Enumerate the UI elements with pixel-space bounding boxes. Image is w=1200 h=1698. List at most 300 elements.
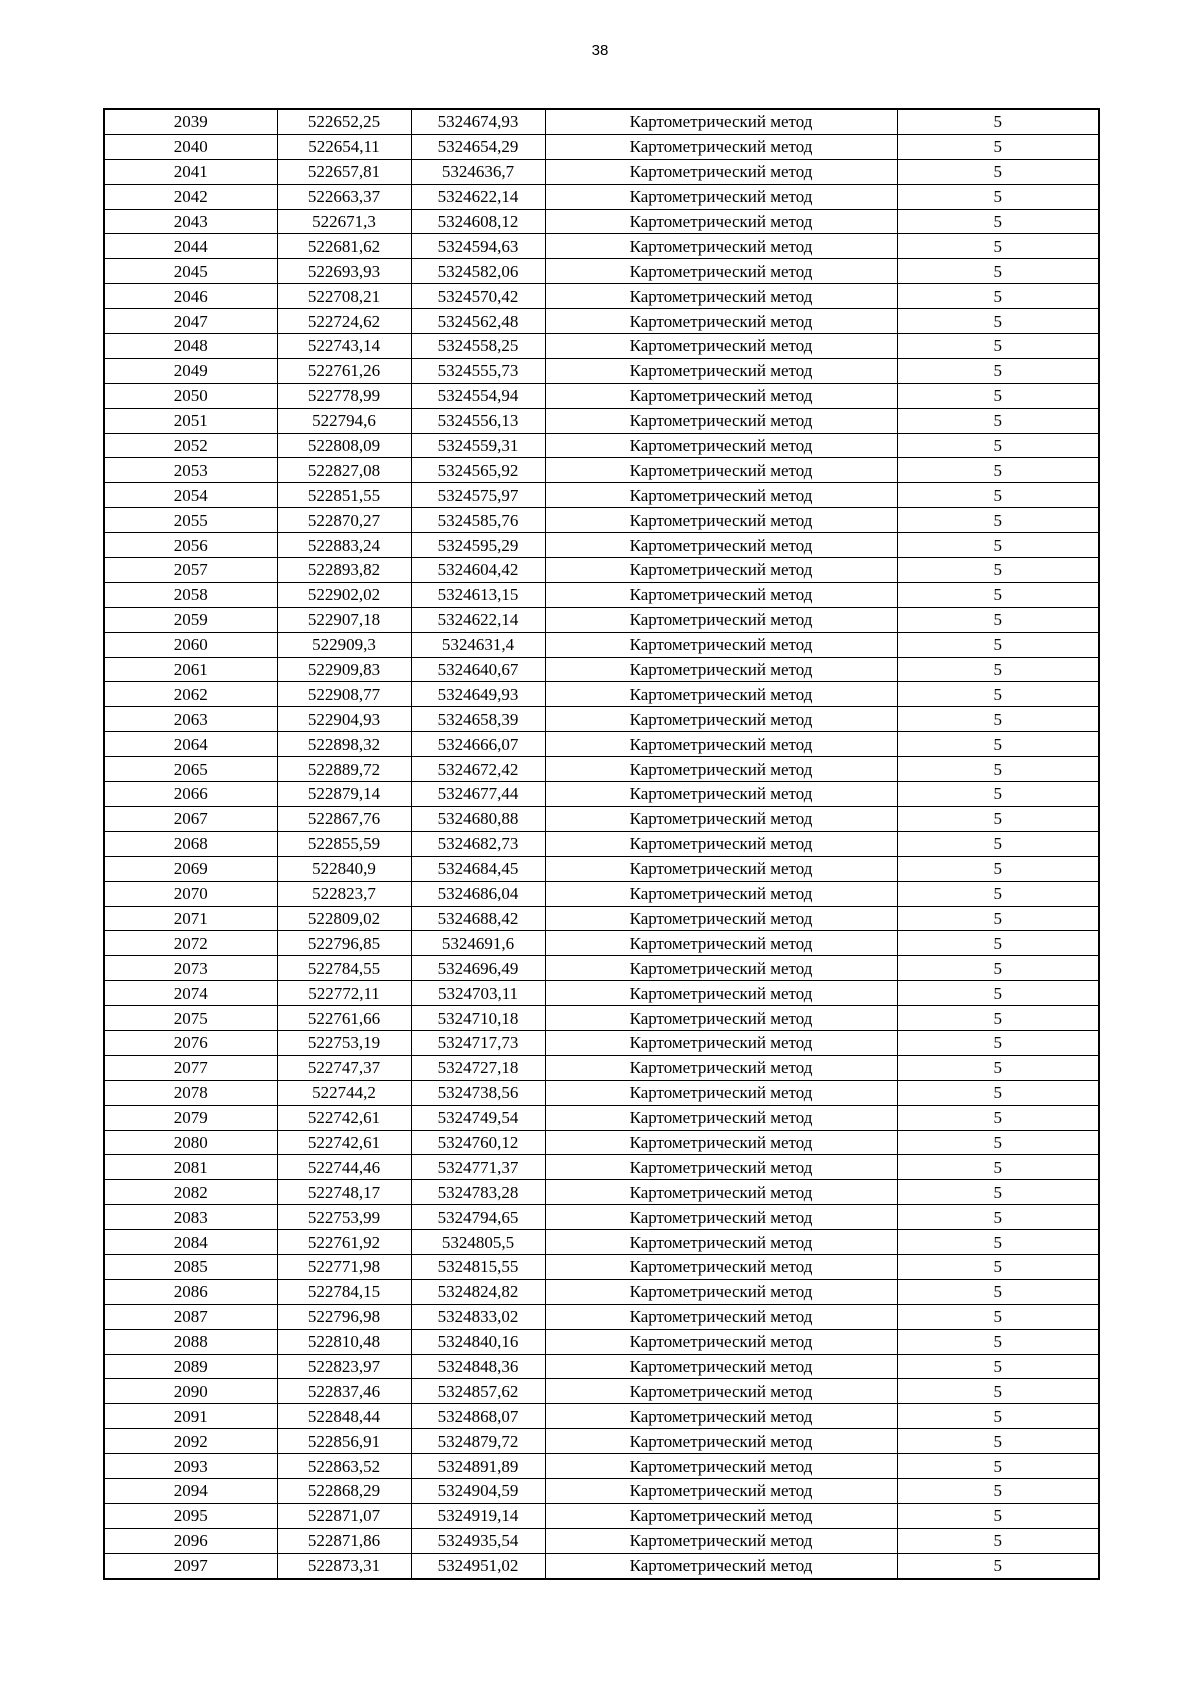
precision-cell: 5 xyxy=(897,607,1099,632)
table-row xyxy=(104,284,1099,309)
point-number-cell: 2040 xyxy=(104,134,277,159)
method-cell: Картометрический метод xyxy=(545,757,897,782)
x-coordinate-cell: 522747,37 xyxy=(277,1055,411,1080)
table-row xyxy=(104,259,1099,284)
x-coordinate-cell: 522796,98 xyxy=(277,1304,411,1329)
point-number-cell: 2050 xyxy=(104,383,277,408)
y-coordinate-cell: 5324703,11 xyxy=(411,981,545,1006)
method-cell: Картометрический метод xyxy=(545,159,897,184)
method-cell: Картометрический метод xyxy=(545,806,897,831)
x-coordinate-cell: 522748,17 xyxy=(277,1180,411,1205)
precision-cell: 5 xyxy=(897,732,1099,757)
method-cell: Картометрический метод xyxy=(545,1553,897,1578)
precision-cell: 5 xyxy=(897,582,1099,607)
precision-cell: 5 xyxy=(897,408,1099,433)
method-cell: Картометрический метод xyxy=(545,134,897,159)
method-cell: Картометрический метод xyxy=(545,1503,897,1528)
table-row xyxy=(104,334,1099,359)
precision-cell: 5 xyxy=(897,1354,1099,1379)
table-row xyxy=(104,1105,1099,1130)
point-number-cell: 2061 xyxy=(104,657,277,682)
y-coordinate-cell: 5324682,73 xyxy=(411,831,545,856)
point-number-cell: 2095 xyxy=(104,1503,277,1528)
point-number-cell: 2049 xyxy=(104,358,277,383)
x-coordinate-cell: 522663,37 xyxy=(277,184,411,209)
precision-cell: 5 xyxy=(897,1429,1099,1454)
point-number-cell: 2072 xyxy=(104,931,277,956)
method-cell: Картометрический метод xyxy=(545,607,897,632)
table-row xyxy=(104,309,1099,334)
table-row xyxy=(104,657,1099,682)
y-coordinate-cell: 5324848,36 xyxy=(411,1354,545,1379)
table-row xyxy=(104,1478,1099,1503)
x-coordinate-cell: 522851,55 xyxy=(277,483,411,508)
table-row xyxy=(104,533,1099,558)
method-cell: Картометрический метод xyxy=(545,1030,897,1055)
table-row xyxy=(104,1180,1099,1205)
method-cell: Картометрический метод xyxy=(545,732,897,757)
method-cell: Картометрический метод xyxy=(545,881,897,906)
table-row xyxy=(104,1080,1099,1105)
precision-cell: 5 xyxy=(897,906,1099,931)
method-cell: Картометрический метод xyxy=(545,558,897,583)
precision-cell: 5 xyxy=(897,1279,1099,1304)
point-number-cell: 2041 xyxy=(104,159,277,184)
table-row xyxy=(104,1429,1099,1454)
x-coordinate-cell: 522809,02 xyxy=(277,906,411,931)
x-coordinate-cell: 522848,44 xyxy=(277,1404,411,1429)
point-number-cell: 2063 xyxy=(104,707,277,732)
precision-cell: 5 xyxy=(897,856,1099,881)
method-cell: Картометрический метод xyxy=(545,1304,897,1329)
x-coordinate-cell: 522784,15 xyxy=(277,1279,411,1304)
method-cell: Картометрический метод xyxy=(545,582,897,607)
precision-cell: 5 xyxy=(897,234,1099,259)
y-coordinate-cell: 5324688,42 xyxy=(411,906,545,931)
precision-cell: 5 xyxy=(897,1404,1099,1429)
x-coordinate-cell: 522753,19 xyxy=(277,1030,411,1055)
method-cell: Картометрический метод xyxy=(545,657,897,682)
precision-cell: 5 xyxy=(897,1454,1099,1479)
precision-cell: 5 xyxy=(897,1528,1099,1553)
x-coordinate-cell: 522657,81 xyxy=(277,159,411,184)
table-row xyxy=(104,1354,1099,1379)
precision-cell: 5 xyxy=(897,1503,1099,1528)
precision-cell: 5 xyxy=(897,334,1099,359)
table-row xyxy=(104,1254,1099,1279)
y-coordinate-cell: 5324595,29 xyxy=(411,533,545,558)
y-coordinate-cell: 5324891,89 xyxy=(411,1454,545,1479)
table-row xyxy=(104,1230,1099,1255)
table-row xyxy=(104,632,1099,657)
y-coordinate-cell: 5324783,28 xyxy=(411,1180,545,1205)
method-cell: Картометрический метод xyxy=(545,1404,897,1429)
y-coordinate-cell: 5324666,07 xyxy=(411,732,545,757)
y-coordinate-cell: 5324556,13 xyxy=(411,408,545,433)
point-number-cell: 2068 xyxy=(104,831,277,856)
table-row xyxy=(104,1006,1099,1031)
y-coordinate-cell: 5324559,31 xyxy=(411,433,545,458)
x-coordinate-cell: 522907,18 xyxy=(277,607,411,632)
y-coordinate-cell: 5324658,39 xyxy=(411,707,545,732)
y-coordinate-cell: 5324919,14 xyxy=(411,1503,545,1528)
x-coordinate-cell: 522883,24 xyxy=(277,533,411,558)
x-coordinate-cell: 522724,62 xyxy=(277,309,411,334)
x-coordinate-cell: 522778,99 xyxy=(277,383,411,408)
precision-cell: 5 xyxy=(897,806,1099,831)
point-number-cell: 2064 xyxy=(104,732,277,757)
table-row xyxy=(104,1329,1099,1354)
y-coordinate-cell: 5324684,45 xyxy=(411,856,545,881)
x-coordinate-cell: 522796,85 xyxy=(277,931,411,956)
x-coordinate-cell: 522794,6 xyxy=(277,408,411,433)
precision-cell: 5 xyxy=(897,383,1099,408)
x-coordinate-cell: 522742,61 xyxy=(277,1105,411,1130)
method-cell: Картометрический метод xyxy=(545,1130,897,1155)
table-row xyxy=(104,458,1099,483)
point-number-cell: 2096 xyxy=(104,1528,277,1553)
precision-cell: 5 xyxy=(897,782,1099,807)
x-coordinate-cell: 522856,91 xyxy=(277,1429,411,1454)
point-number-cell: 2062 xyxy=(104,682,277,707)
table-row xyxy=(104,1404,1099,1429)
precision-cell: 5 xyxy=(897,1478,1099,1503)
method-cell: Картометрический метод xyxy=(545,956,897,981)
x-coordinate-cell: 522744,46 xyxy=(277,1155,411,1180)
y-coordinate-cell: 5324680,88 xyxy=(411,806,545,831)
y-coordinate-cell: 5324727,18 xyxy=(411,1055,545,1080)
x-coordinate-cell: 522671,3 xyxy=(277,209,411,234)
y-coordinate-cell: 5324749,54 xyxy=(411,1105,545,1130)
precision-cell: 5 xyxy=(897,109,1099,134)
x-coordinate-cell: 522898,32 xyxy=(277,732,411,757)
y-coordinate-cell: 5324710,18 xyxy=(411,1006,545,1031)
point-number-cell: 2044 xyxy=(104,234,277,259)
precision-cell: 5 xyxy=(897,1254,1099,1279)
y-coordinate-cell: 5324585,76 xyxy=(411,508,545,533)
point-number-cell: 2058 xyxy=(104,582,277,607)
table-row xyxy=(104,1279,1099,1304)
precision-cell: 5 xyxy=(897,1205,1099,1230)
y-coordinate-cell: 5324674,93 xyxy=(411,109,545,134)
point-number-cell: 2076 xyxy=(104,1030,277,1055)
table-row xyxy=(104,956,1099,981)
method-cell: Картометрический метод xyxy=(545,1055,897,1080)
precision-cell: 5 xyxy=(897,309,1099,334)
table-row xyxy=(104,682,1099,707)
x-coordinate-cell: 522771,98 xyxy=(277,1254,411,1279)
table-row xyxy=(104,856,1099,881)
method-cell: Картометрический метод xyxy=(545,1429,897,1454)
y-coordinate-cell: 5324824,82 xyxy=(411,1279,545,1304)
precision-cell: 5 xyxy=(897,956,1099,981)
point-number-cell: 2051 xyxy=(104,408,277,433)
y-coordinate-cell: 5324622,14 xyxy=(411,607,545,632)
table-row xyxy=(104,1503,1099,1528)
method-cell: Картометрический метод xyxy=(545,981,897,1006)
y-coordinate-cell: 5324582,06 xyxy=(411,259,545,284)
coordinates-table xyxy=(103,108,1100,1580)
point-number-cell: 2083 xyxy=(104,1205,277,1230)
point-number-cell: 2055 xyxy=(104,508,277,533)
method-cell: Картометрический метод xyxy=(545,1105,897,1130)
method-cell: Картометрический метод xyxy=(545,383,897,408)
x-coordinate-cell: 522840,9 xyxy=(277,856,411,881)
x-coordinate-cell: 522870,27 xyxy=(277,508,411,533)
method-cell: Картометрический метод xyxy=(545,508,897,533)
point-number-cell: 2082 xyxy=(104,1180,277,1205)
y-coordinate-cell: 5324608,12 xyxy=(411,209,545,234)
point-number-cell: 2092 xyxy=(104,1429,277,1454)
x-coordinate-cell: 522908,77 xyxy=(277,682,411,707)
y-coordinate-cell: 5324805,5 xyxy=(411,1230,545,1255)
point-number-cell: 2097 xyxy=(104,1553,277,1578)
x-coordinate-cell: 522681,62 xyxy=(277,234,411,259)
point-number-cell: 2079 xyxy=(104,1105,277,1130)
y-coordinate-cell: 5324636,7 xyxy=(411,159,545,184)
y-coordinate-cell: 5324558,25 xyxy=(411,334,545,359)
y-coordinate-cell: 5324935,54 xyxy=(411,1528,545,1553)
point-number-cell: 2091 xyxy=(104,1404,277,1429)
y-coordinate-cell: 5324868,07 xyxy=(411,1404,545,1429)
coordinates-table-body xyxy=(104,109,1099,1579)
precision-cell: 5 xyxy=(897,1180,1099,1205)
method-cell: Картометрический метод xyxy=(545,707,897,732)
y-coordinate-cell: 5324562,48 xyxy=(411,309,545,334)
x-coordinate-cell: 522867,76 xyxy=(277,806,411,831)
x-coordinate-cell: 522744,2 xyxy=(277,1080,411,1105)
method-cell: Картометрический метод xyxy=(545,184,897,209)
method-cell: Картометрический метод xyxy=(545,1528,897,1553)
x-coordinate-cell: 522889,72 xyxy=(277,757,411,782)
y-coordinate-cell: 5324840,16 xyxy=(411,1329,545,1354)
y-coordinate-cell: 5324857,62 xyxy=(411,1379,545,1404)
precision-cell: 5 xyxy=(897,1304,1099,1329)
precision-cell: 5 xyxy=(897,134,1099,159)
table-row xyxy=(104,109,1099,134)
precision-cell: 5 xyxy=(897,508,1099,533)
table-row xyxy=(104,806,1099,831)
method-cell: Картометрический метод xyxy=(545,782,897,807)
method-cell: Картометрический метод xyxy=(545,1254,897,1279)
page-number: 38 xyxy=(591,42,609,59)
precision-cell: 5 xyxy=(897,931,1099,956)
y-coordinate-cell: 5324879,72 xyxy=(411,1429,545,1454)
point-number-cell: 2070 xyxy=(104,881,277,906)
table-row xyxy=(104,1030,1099,1055)
method-cell: Картометрический метод xyxy=(545,1080,897,1105)
x-coordinate-cell: 522753,99 xyxy=(277,1205,411,1230)
precision-cell: 5 xyxy=(897,632,1099,657)
x-coordinate-cell: 522810,48 xyxy=(277,1329,411,1354)
point-number-cell: 2071 xyxy=(104,906,277,931)
table-row xyxy=(104,757,1099,782)
y-coordinate-cell: 5324575,97 xyxy=(411,483,545,508)
point-number-cell: 2042 xyxy=(104,184,277,209)
point-number-cell: 2084 xyxy=(104,1230,277,1255)
point-number-cell: 2080 xyxy=(104,1130,277,1155)
table-row xyxy=(104,707,1099,732)
point-number-cell: 2081 xyxy=(104,1155,277,1180)
precision-cell: 5 xyxy=(897,159,1099,184)
precision-cell: 5 xyxy=(897,1553,1099,1578)
x-coordinate-cell: 522902,02 xyxy=(277,582,411,607)
x-coordinate-cell: 522808,09 xyxy=(277,433,411,458)
x-coordinate-cell: 522761,26 xyxy=(277,358,411,383)
table-row xyxy=(104,1454,1099,1479)
method-cell: Картометрический метод xyxy=(545,906,897,931)
table-row xyxy=(104,1055,1099,1080)
method-cell: Картометрический метод xyxy=(545,408,897,433)
precision-cell: 5 xyxy=(897,483,1099,508)
x-coordinate-cell: 522708,21 xyxy=(277,284,411,309)
method-cell: Картометрический метод xyxy=(545,309,897,334)
method-cell: Картометрический метод xyxy=(545,682,897,707)
y-coordinate-cell: 5324833,02 xyxy=(411,1304,545,1329)
table-row xyxy=(104,209,1099,234)
precision-cell: 5 xyxy=(897,558,1099,583)
method-cell: Картометрический метод xyxy=(545,931,897,956)
method-cell: Картометрический метод xyxy=(545,632,897,657)
precision-cell: 5 xyxy=(897,209,1099,234)
point-number-cell: 2047 xyxy=(104,309,277,334)
point-number-cell: 2078 xyxy=(104,1080,277,1105)
table-row xyxy=(104,1304,1099,1329)
table-row xyxy=(104,931,1099,956)
point-number-cell: 2039 xyxy=(104,109,277,134)
method-cell: Картометрический метод xyxy=(545,1379,897,1404)
y-coordinate-cell: 5324738,56 xyxy=(411,1080,545,1105)
precision-cell: 5 xyxy=(897,682,1099,707)
method-cell: Картометрический метод xyxy=(545,1230,897,1255)
table-row xyxy=(104,881,1099,906)
method-cell: Картометрический метод xyxy=(545,334,897,359)
table-row xyxy=(104,1553,1099,1578)
point-number-cell: 2093 xyxy=(104,1454,277,1479)
method-cell: Картометрический метод xyxy=(545,284,897,309)
table-row xyxy=(104,582,1099,607)
y-coordinate-cell: 5324686,04 xyxy=(411,881,545,906)
x-coordinate-cell: 522909,3 xyxy=(277,632,411,657)
x-coordinate-cell: 522909,83 xyxy=(277,657,411,682)
table-row xyxy=(104,1130,1099,1155)
method-cell: Картометрический метод xyxy=(545,831,897,856)
precision-cell: 5 xyxy=(897,184,1099,209)
y-coordinate-cell: 5324672,42 xyxy=(411,757,545,782)
method-cell: Картометрический метод xyxy=(545,856,897,881)
table-row xyxy=(104,1379,1099,1404)
table-row xyxy=(104,607,1099,632)
precision-cell: 5 xyxy=(897,1329,1099,1354)
table-row xyxy=(104,1205,1099,1230)
point-number-cell: 2090 xyxy=(104,1379,277,1404)
method-cell: Картометрический метод xyxy=(545,1155,897,1180)
point-number-cell: 2065 xyxy=(104,757,277,782)
x-coordinate-cell: 522868,29 xyxy=(277,1478,411,1503)
table-row xyxy=(104,234,1099,259)
x-coordinate-cell: 522893,82 xyxy=(277,558,411,583)
y-coordinate-cell: 5324794,65 xyxy=(411,1205,545,1230)
point-number-cell: 2077 xyxy=(104,1055,277,1080)
table-row xyxy=(104,831,1099,856)
point-number-cell: 2089 xyxy=(104,1354,277,1379)
x-coordinate-cell: 522823,97 xyxy=(277,1354,411,1379)
precision-cell: 5 xyxy=(897,433,1099,458)
x-coordinate-cell: 522904,93 xyxy=(277,707,411,732)
point-number-cell: 2043 xyxy=(104,209,277,234)
precision-cell: 5 xyxy=(897,757,1099,782)
y-coordinate-cell: 5324554,94 xyxy=(411,383,545,408)
method-cell: Картометрический метод xyxy=(545,1180,897,1205)
point-number-cell: 2059 xyxy=(104,607,277,632)
point-number-cell: 2046 xyxy=(104,284,277,309)
precision-cell: 5 xyxy=(897,1155,1099,1180)
y-coordinate-cell: 5324594,63 xyxy=(411,234,545,259)
y-coordinate-cell: 5324815,55 xyxy=(411,1254,545,1279)
x-coordinate-cell: 522873,31 xyxy=(277,1553,411,1578)
point-number-cell: 2048 xyxy=(104,334,277,359)
point-number-cell: 2056 xyxy=(104,533,277,558)
precision-cell: 5 xyxy=(897,707,1099,732)
table-row xyxy=(104,508,1099,533)
method-cell: Картометрический метод xyxy=(545,483,897,508)
table-row xyxy=(104,558,1099,583)
precision-cell: 5 xyxy=(897,533,1099,558)
x-coordinate-cell: 522761,66 xyxy=(277,1006,411,1031)
precision-cell: 5 xyxy=(897,1130,1099,1155)
method-cell: Картометрический метод xyxy=(545,1478,897,1503)
precision-cell: 5 xyxy=(897,831,1099,856)
method-cell: Картометрический метод xyxy=(545,433,897,458)
method-cell: Картометрический метод xyxy=(545,1006,897,1031)
table-row xyxy=(104,483,1099,508)
precision-cell: 5 xyxy=(897,358,1099,383)
point-number-cell: 2075 xyxy=(104,1006,277,1031)
y-coordinate-cell: 5324613,15 xyxy=(411,582,545,607)
table-row xyxy=(104,433,1099,458)
x-coordinate-cell: 522693,93 xyxy=(277,259,411,284)
y-coordinate-cell: 5324631,4 xyxy=(411,632,545,657)
y-coordinate-cell: 5324640,67 xyxy=(411,657,545,682)
table-row xyxy=(104,358,1099,383)
y-coordinate-cell: 5324649,93 xyxy=(411,682,545,707)
x-coordinate-cell: 522743,14 xyxy=(277,334,411,359)
table-row xyxy=(104,1155,1099,1180)
x-coordinate-cell: 522863,52 xyxy=(277,1454,411,1479)
method-cell: Картометрический метод xyxy=(545,209,897,234)
method-cell: Картометрический метод xyxy=(545,358,897,383)
y-coordinate-cell: 5324622,14 xyxy=(411,184,545,209)
x-coordinate-cell: 522772,11 xyxy=(277,981,411,1006)
precision-cell: 5 xyxy=(897,1105,1099,1130)
point-number-cell: 2069 xyxy=(104,856,277,881)
x-coordinate-cell: 522871,07 xyxy=(277,1503,411,1528)
method-cell: Картометрический метод xyxy=(545,533,897,558)
precision-cell: 5 xyxy=(897,259,1099,284)
precision-cell: 5 xyxy=(897,1080,1099,1105)
y-coordinate-cell: 5324760,12 xyxy=(411,1130,545,1155)
precision-cell: 5 xyxy=(897,1230,1099,1255)
table-row xyxy=(104,732,1099,757)
method-cell: Картометрический метод xyxy=(545,109,897,134)
x-coordinate-cell: 522879,14 xyxy=(277,782,411,807)
y-coordinate-cell: 5324717,73 xyxy=(411,1030,545,1055)
x-coordinate-cell: 522742,61 xyxy=(277,1130,411,1155)
method-cell: Картометрический метод xyxy=(545,259,897,284)
precision-cell: 5 xyxy=(897,981,1099,1006)
method-cell: Картометрический метод xyxy=(545,1279,897,1304)
precision-cell: 5 xyxy=(897,1055,1099,1080)
